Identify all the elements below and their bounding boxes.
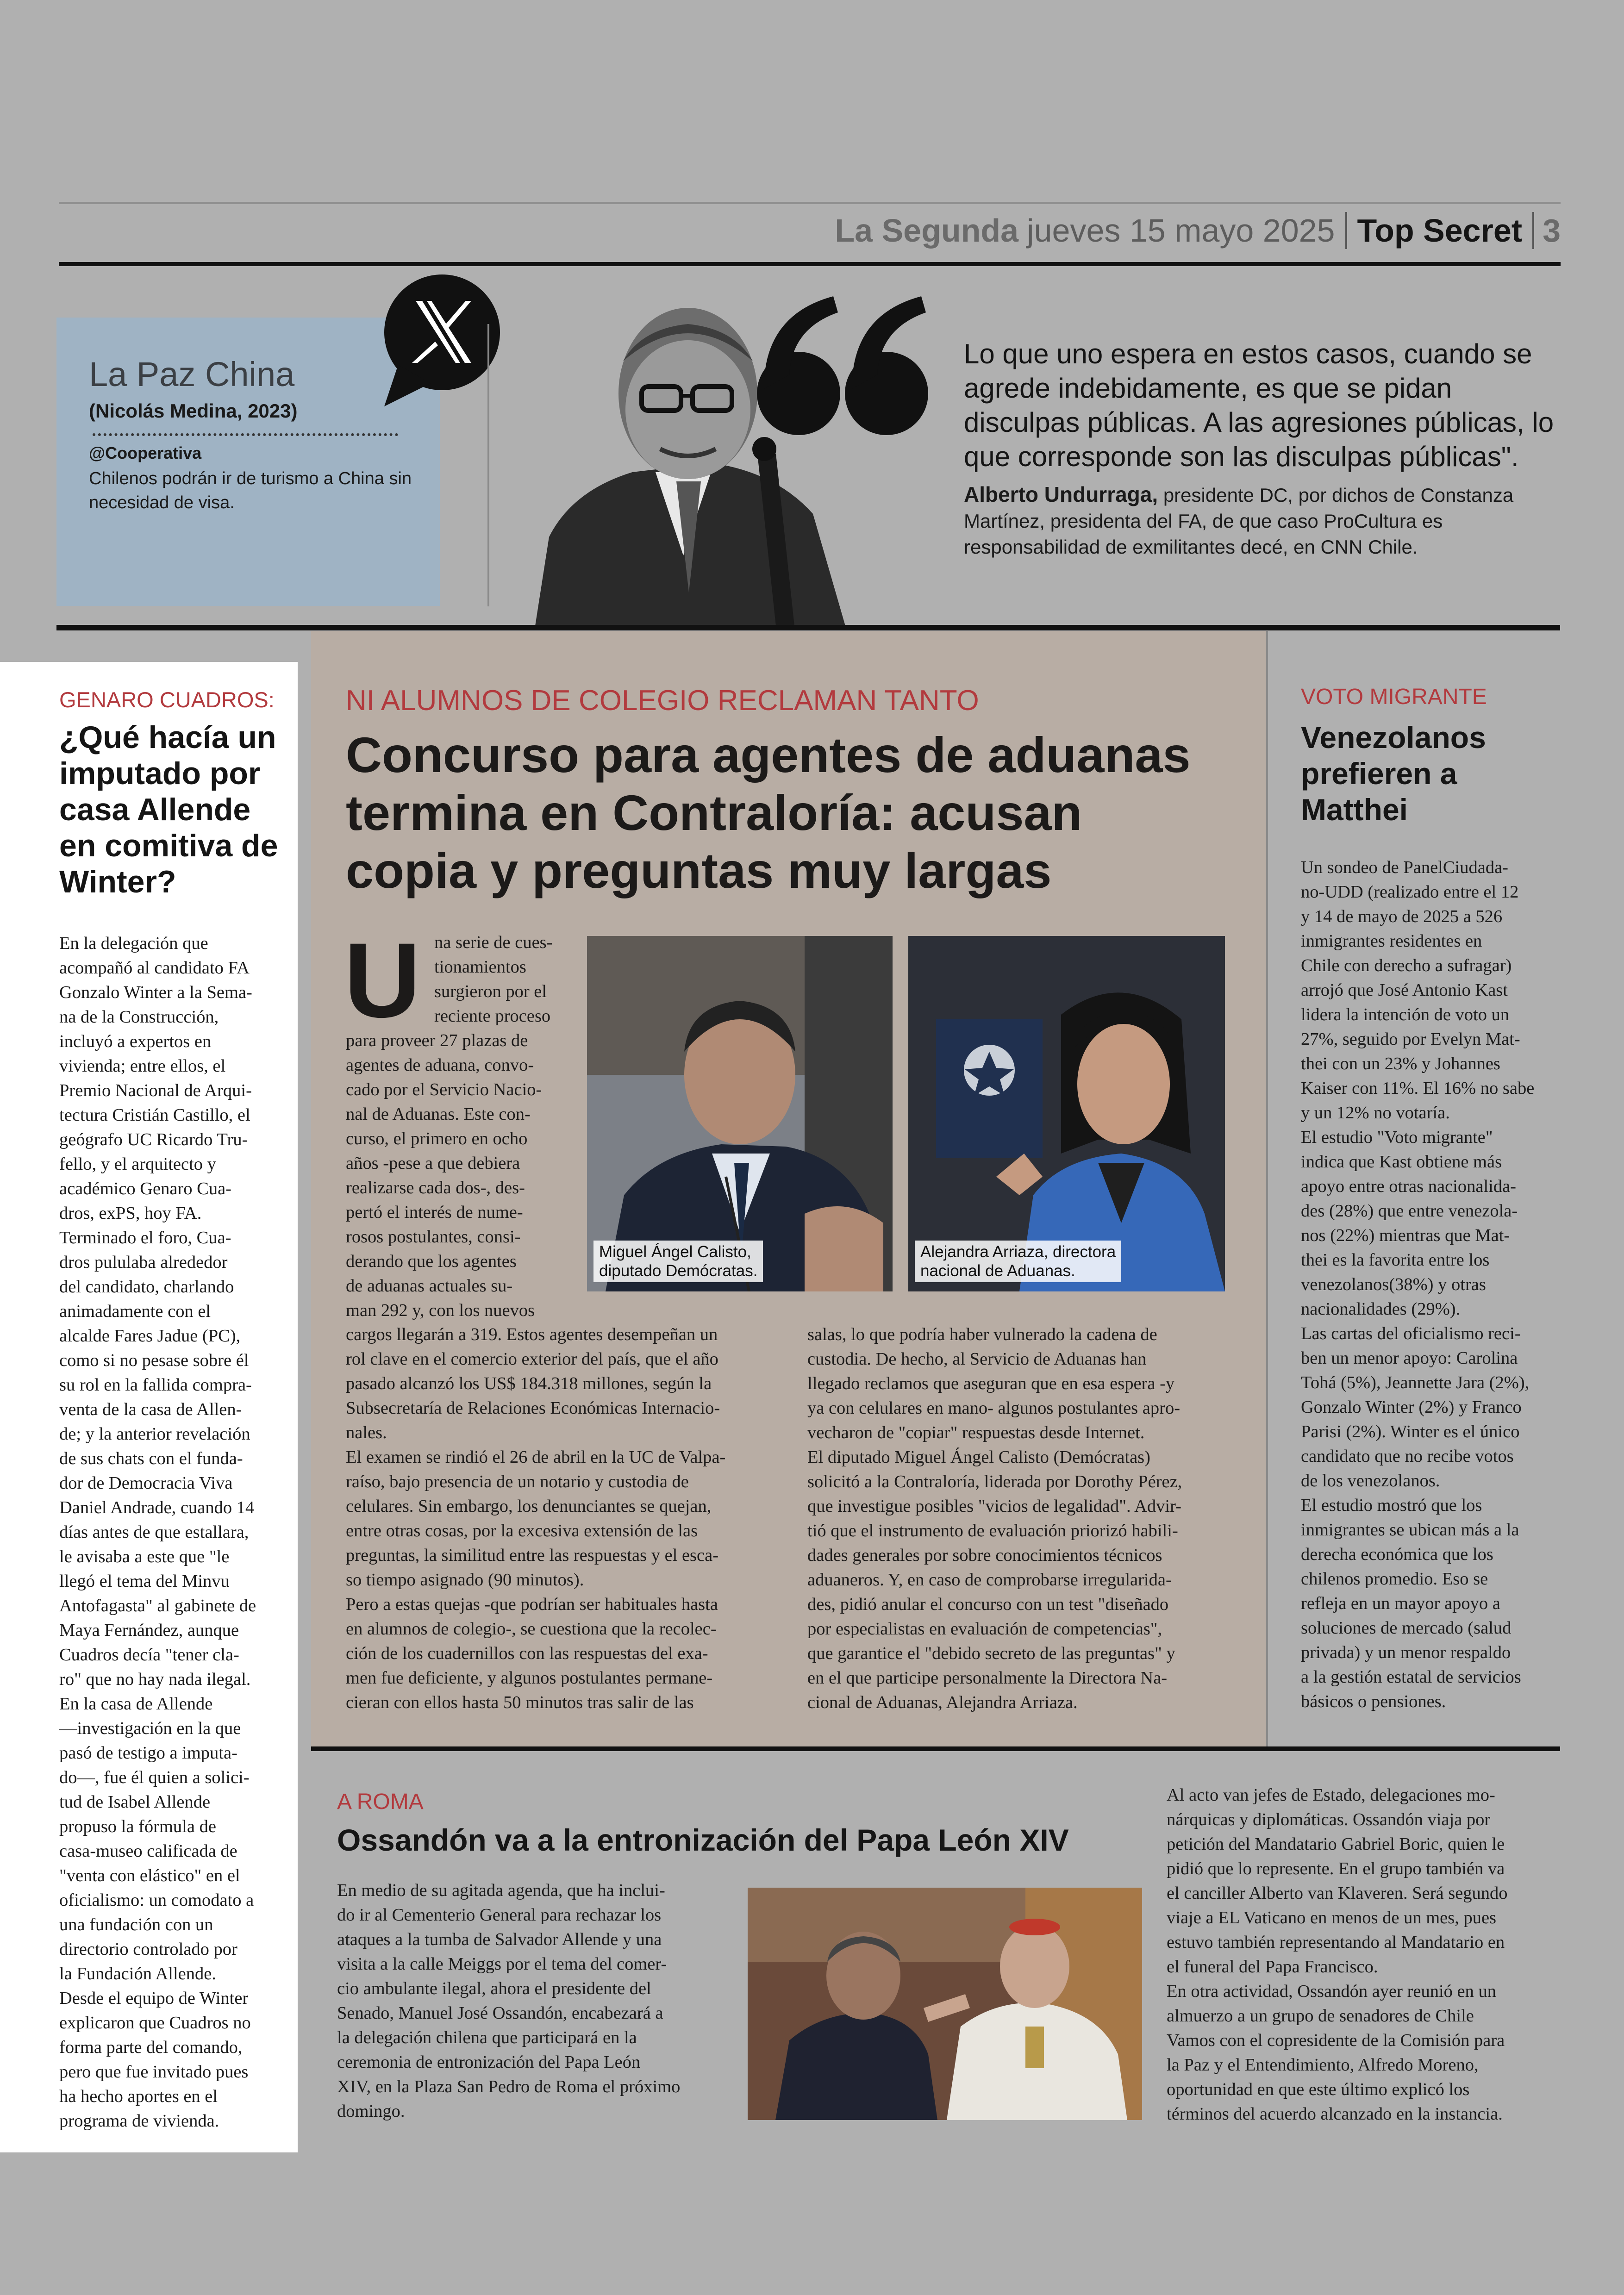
bottom-story-headline: Ossandón va a la entronización del Papa León XIV	[337, 1823, 1069, 1857]
right-story-kicker: VOTO MIGRANTE	[1301, 685, 1487, 709]
right-story-body: Un sondeo de PanelCiudada- no-UDD (realizado entre el 12 y 14 de mayo de 2025 a 526 inmigrantes residentes en Chile con derecho a sufragar) arrojó que José Antonio Kast lidera la intención de voto un 27%, seguido por Evelyn Mat- thei con un 23% y Johannes Kaiser con 11%. El 16% no sabe y un 12% no votaría. El estudio "Voto migrante" indica que Kast obtiene más apoyo entre otras nacionalida- des (28%) que entre venezola- nos (22%) mientras que Mat- thei es la favorita entre los venezolanos(38%) y otras nacionalidades (29%). Las cartas del oficialismo reci- ben un menor apoyo: Carolina Tohá (5%), Jeannette Jara (2%), Gonzalo Winter (2%) y Franco Parisi (2%). Winter es el único candidato que no recibe votos de los venezolanos. El estudio mostró que los inmigrantes se ubican más a la derecha económica que los chilenos promedio. Eso se refleja en un mayor apoyo a soluciones de mercado (salud privada) y un menor respaldo a la gestión estatal de servicios básicos o pensiones.	[1301, 858, 1535, 1711]
page-header	[59, 207, 1561, 254]
main-story-wide: cargos llegarán a 319. Estos agentes desempeñan un rol clave en el comercio exterior del país, que el año pasado alcanzó los US$ 184.318 millones, según la Subsecretaría de Relaciones Económicas Internacio- nales. El examen se rindió el 26 de abril en la UC de Valpa- raíso, bajo presencia de un notario y custodia de celulares. Sin embargo, los denunciantes se quejan, entre otras cosas, por la excesiva extensión de las preguntas, la similitud entre las respuestas y el esca- so tiempo asignado (90 minutos). Pero a estas quejas -que podrían ser habituales hasta en alumnos de colegio-, se cuestiona que la recolec- ción de los cuadernillos con las respuestas del exa- men fue deficiente, y algunos postulantes permane- cieran con ellos hasta 50 minutos tras salir de las	[346, 1325, 726, 1712]
quote-attribution-text: presidente DC, por dichos de Constanza Martínez, presidenta del FA, de que caso ProCultura es responsabilidad de exmilitantes decé, en CNN Chile.	[964, 484, 1514, 558]
quote-mark-icon	[755, 296, 931, 449]
photo-arriaza-image	[908, 936, 1225, 1291]
x-box-tweet: Chilenos podrán ir de turismo a China sin necesidad de visa.	[89, 469, 412, 512]
photo-calisto-image	[587, 936, 893, 1291]
main-story-headline: Concurso para agentes de aduanas termina en Contraloría: acusan copia y preguntas muy largas	[346, 727, 1191, 898]
bottom-story-column-2: Al acto van jefes de Estado, delegaciones mo- nárquicas y diplomáticas. Ossandón viaja por petición del Mandatario Gabriel Boric, quien le pidió que lo represente. En el grupo también va el canciller Alberto van Klaveren. Será segundo viaje a EL Vaticano en menos de un mes, pues estuvo también representando al Mandatario en el funeral del Papa Francisco. En otra actividad, Ossandón ayer reunió en un almuerzo a un grupo de senadores de Chile Vamos con el copresidente de la Comisión para la Paz y el Entendimiento, Alfredo Moreno, oportunidad en que este último explicó los términos del acuerdo alcanzado en la instancia.	[1167, 1785, 1508, 2124]
column-divider	[1266, 631, 1268, 1746]
pull-quote: Lo que uno espera en estos casos, cuando se agrede indebidamente, es que se pidan disculpas públicas. A las agresiones públicas, lo que corresponde son las disculpas públicas".	[964, 338, 1554, 472]
photo-arriaza	[908, 936, 1225, 1291]
main-story-column-2: salas, lo que podría haber vulnerado la cadena de custodia. De hecho, al Servicio de Aduanas han llegado reclamos que aseguran que en esa espera -y ya con celulares en mano- algunos postulantes apro- vecharon de "copiar" respuestas desde Internet. El diputado Miguel Ángel Calisto (Demócratas) solicitó a la Contraloría, liderada por Dorothy Pérez, que investigue posibles "vicios de legalidad". Advir- tió que el instrumento de evaluación priorizó habili- dades generales por sobre conocimientos técnicos aduaneros. Y, en caso de comprobarse irregularida- des, pidió anular el concurso con un test "diseñado por especialistas en evaluación de competencias", que garantice el "debido secreto de las preguntas" y en el que participe personalmente la Directora Na- cional de Aduanas, Alejandra Arriaza.	[807, 1325, 1182, 1712]
x-box-author: (Nicolás Medina, 2023)	[89, 400, 298, 422]
quote-speaker: Alberto Undurraga,	[964, 482, 1158, 506]
main-story-intro: na serie de cues- tionamientos surgieron por el reciente proceso	[434, 933, 553, 1026]
page-number: 3	[1543, 212, 1561, 249]
bottom-story-column-1: En medio de su agitada agenda, que ha inclui- do ir al Cementerio General para rechazar los ataques a la tumba de Salvador Allende y una visita a la calle Meiggs por el tema del comer- cio ambulante ilegal, ahora el presidente del Senado, Manuel José Ossandón, encabezará a la delegación chilena que participará en la ceremonia de entronización del Papa León XIV, en la Plaza San Pedro de Roma el próximo domingo.	[337, 1881, 681, 2121]
bottom-rule	[311, 1746, 1560, 1751]
column-divider	[487, 324, 489, 606]
bottom-story-kicker: A ROMA	[337, 1790, 424, 1814]
left-story-kicker: GENARO CUADROS:	[59, 687, 275, 712]
x-logo-icon	[380, 272, 501, 411]
right-story-headline: Venezolanos prefieren a Matthei	[1301, 720, 1486, 827]
quote-attribution	[964, 481, 1538, 560]
photo-calisto	[587, 936, 893, 1291]
top-rule	[59, 202, 1561, 204]
left-story	[0, 662, 298, 2152]
photo-ossandon-image	[748, 1888, 1142, 2120]
issue-date: jueves 15 mayo 2025	[1027, 212, 1347, 249]
main-story-kicker: NI ALUMNOS DE COLEGIO RECLAMAN TANTO	[346, 685, 979, 717]
left-story-body: En la delegación que acompañó al candidato FA Gonzalo Winter a la Sema- na de la Construcción, incluyó a expertos en vivienda; entre ellos, el Premio Nacional de Arqui- tectura Cristián Castillo, el geógrafo UC Ricardo Tru- fello, y el arquitecto y académico Genaro Cua- dros, exPS, hoy FA. Terminado el foro, Cua- dros pululaba alrededor del candidato, charlando animadamente con el alcalde Fares Jadue (PC), como si no pesase sobre él su rol en la fallida compra- venta de la casa de Allen- de; y la anterior revelación de sus chats con el funda- dor de Democracia Viva Daniel Andrade, cuando 14 días antes de que estallara, le avisaba a este que "le llegó el tema del Minvu Antofagasta" al gabinete de Maya Fernández, aunque Cuadros decía "tener cla- ro" que no hay nada ilegal. En la casa de Allende —investigación en la que pasó de testigo a imputa- do—, fue él quien a solici- tud de Isabel Allende propuso la fórmula de casa-museo calificada de "venta con elástico" en el oficialismo: un comodato a una fundación con un directorio controlado por la Fundación Allende. Desde el equipo de Winter explicaron que Cuadros no forma parte del comando, pero que fue invitado pues ha hecho aportes en el programa de vivienda.	[59, 934, 256, 2131]
x-box-handle: @Cooperativa	[89, 443, 202, 462]
drop-cap: U	[344, 921, 421, 1040]
main-story-column-1: para proveer 27 plazas de agentes de aduana, convo- cado por el Servicio Nacio- nal de Aduanas. Este con- curso, el primero en ocho años -pese a que debiera realizarse cada dos-, des- pertó el interés de nume- rosos postulantes, consi- derando que los agentes de aduanas actuales su- man 292 y, con los nuevos	[346, 1031, 542, 1320]
section-name: Top Secret	[1357, 212, 1535, 249]
photo-ossandon-communion	[748, 1888, 1142, 2120]
left-story-headline: ¿Qué hacía un imputado por casa Allende en comitiva de Winter?	[59, 720, 278, 899]
caption-calisto: Miguel Ángel Calisto, diputado Demócratas.	[593, 1241, 763, 1282]
dotted-divider	[93, 433, 398, 436]
section-rule	[56, 625, 1560, 630]
x-box-title: La Paz China	[89, 355, 295, 393]
header-rule	[59, 262, 1561, 266]
caption-arriaza: Alejandra Arriaza, directora nacional de Aduanas.	[915, 1241, 1121, 1282]
publication-name: La Segunda	[835, 212, 1019, 249]
